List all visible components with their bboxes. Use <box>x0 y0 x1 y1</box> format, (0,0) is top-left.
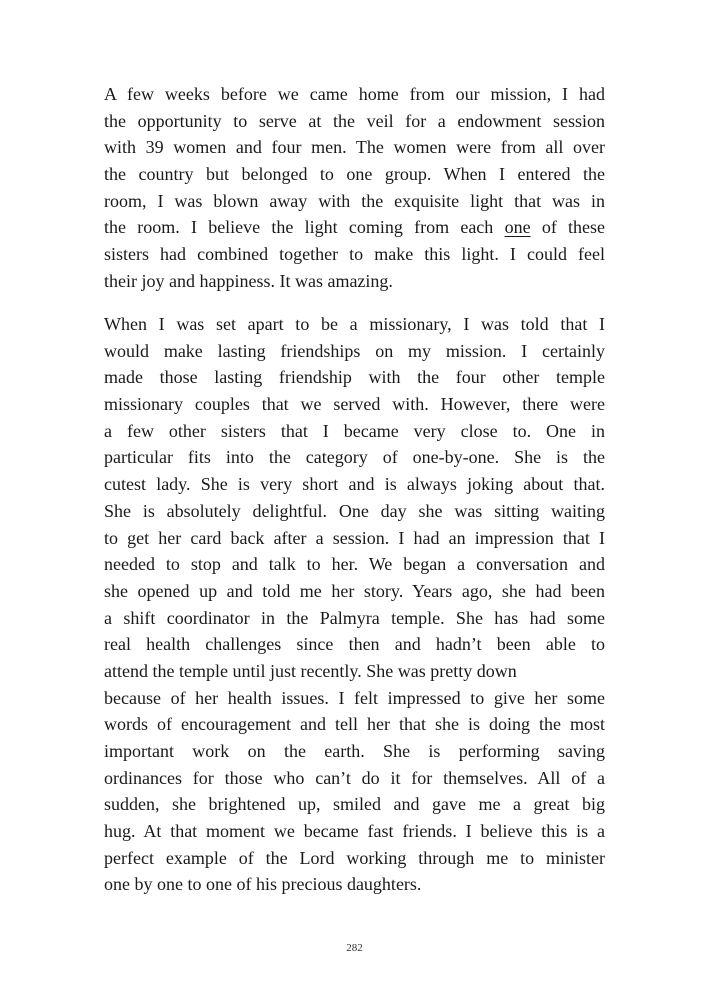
text-line: would make lasting friendships on my mission. I certainly <box>104 340 605 361</box>
text-line: hug. At that moment we became fast friends. I believe this is a <box>104 821 605 842</box>
text-line: sudden, she brightened up, smiled and gave me a great big <box>104 794 605 815</box>
paragraph-missionary-friendships <box>104 311 605 898</box>
text-line: words of encouragement and tell her that she is doing the most <box>104 714 605 735</box>
text-line: attend the temple until just recently. She was pretty down <box>104 660 517 681</box>
text-line: because of her health issues. I felt impressed to give her some <box>104 687 605 708</box>
text-line: made those lasting friendship with the four other temple <box>104 367 605 388</box>
text-line: sisters had combined together to make this light. I could feel <box>104 244 605 265</box>
text-line: needed to stop and talk to her. We began a conversation and <box>104 554 605 575</box>
text-line: the opportunity to serve at the veil for a endowment session <box>104 110 605 131</box>
text-line: cutest lady. She is very short and is always joking about that. <box>104 474 605 495</box>
text-line: she opened up and told me her story. Years ago, she had been <box>104 580 605 601</box>
paragraph-veil-session <box>104 81 605 295</box>
text-line: When I was set apart to be a missionary, I was told that I <box>104 314 605 334</box>
text-line: A few weeks before we came home from our mission, I had <box>104 84 605 104</box>
text-line: their joy and happiness. It was amazing. <box>104 270 393 291</box>
text-line: with 39 women and four men. The women were from all over <box>104 137 605 158</box>
text-line: to get her card back after a session. I had an impression that I <box>104 527 605 548</box>
text-line: one by one to one of his precious daughters. <box>104 874 422 895</box>
text-line: the country but belonged to one group. When I entered the <box>104 164 605 185</box>
text-line: particular fits into the category of one-by-one. She is the <box>104 447 605 468</box>
text-line: important work on the earth. She is performing saving <box>104 741 605 761</box>
text-line: room, I was blown away with the exquisite light that was in <box>104 190 605 211</box>
text-line: missionary couples that we served with. However, there were <box>104 394 605 415</box>
text-line: She is absolutely delightful. One day she was sitting waiting <box>104 500 605 521</box>
text-line: perfect example of the Lord working through me to minister <box>104 847 605 868</box>
text-segment: of these <box>541 217 606 238</box>
underlined-word: one <box>504 217 531 238</box>
text-line: a shift coordinator in the Palmyra temple. She has had some <box>104 607 605 628</box>
text-segment: the room. I believe the light coming from each <box>104 217 494 238</box>
page-number: 282 <box>346 942 363 954</box>
text-line: a few other sisters that I became very close to. One in <box>104 420 605 441</box>
text-line: real health challenges since then and hadn’t been able to <box>104 634 605 655</box>
text-line-with-underline <box>104 214 605 241</box>
text-line: ordinances for those who can’t do it for themselves. All of a <box>104 767 605 788</box>
